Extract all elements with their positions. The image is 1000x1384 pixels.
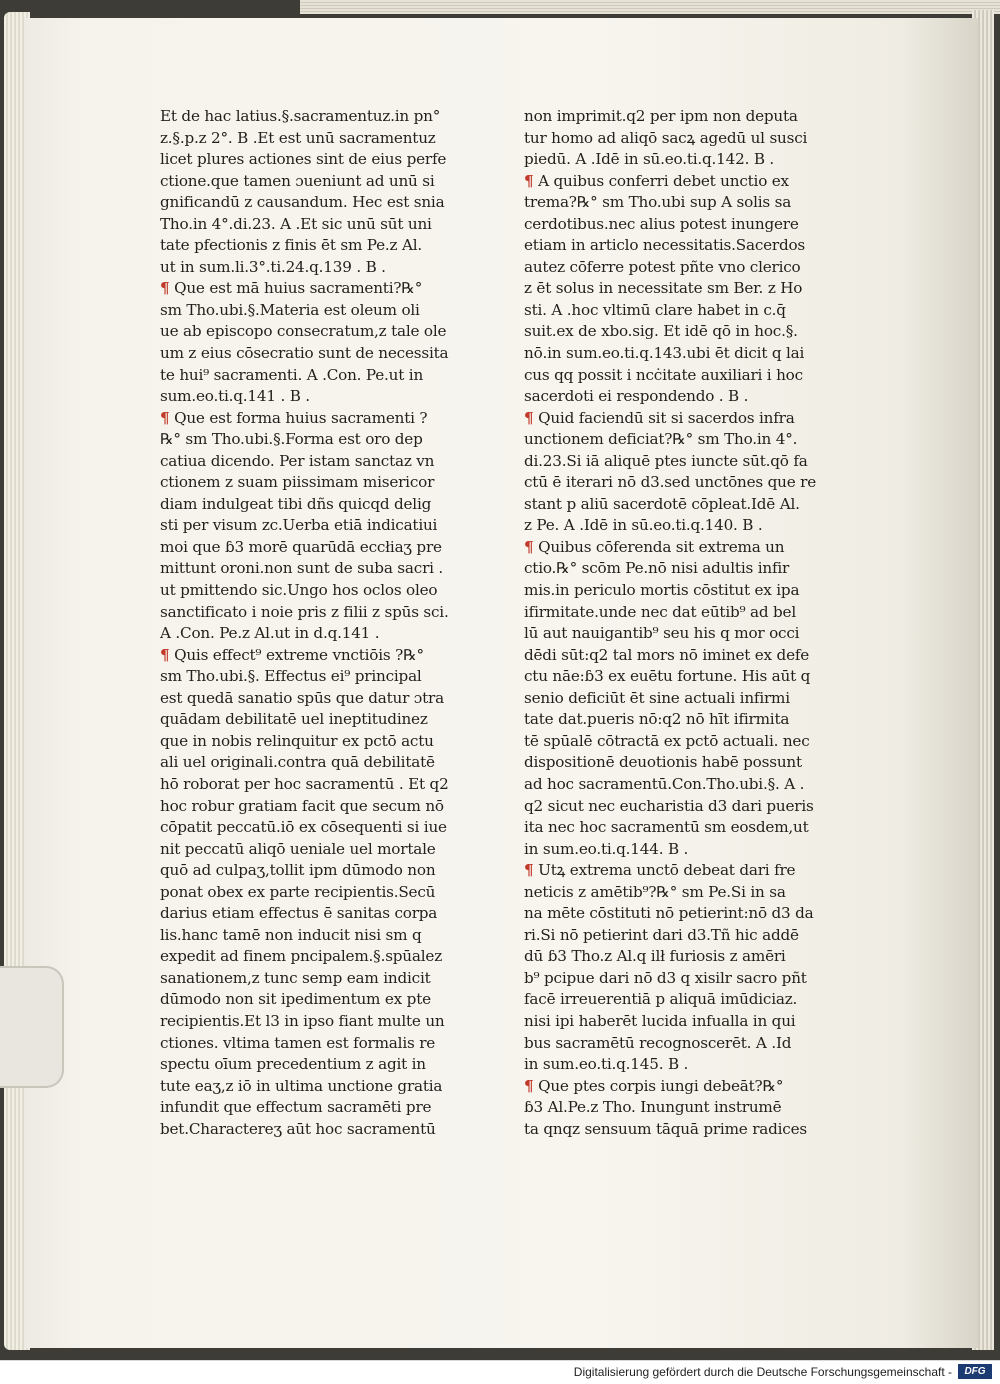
- text-line: ¶ Que est forma huius sacramenti ?: [160, 408, 428, 427]
- text-line: est quedā sanatio spūs que datur ɔtra: [160, 688, 444, 707]
- text-line: na mēte cōstituti nō petierint:nō d3 da: [524, 904, 814, 923]
- text-line: neticis z amētib⁹?℞° sm Pe.Si in sa: [524, 882, 786, 901]
- text-line: senio deficiūt ēt sine actuali infirmi: [524, 688, 790, 707]
- text-line: ɓ3 Al.Pe.z Tho. Inungunt instrumē: [524, 1098, 782, 1117]
- text-line: z.§.p.z 2°. B .Et est unū sacramentuz: [160, 128, 436, 147]
- text-line: ut in sum.li.3°.ti.24.q.139 . B .: [160, 257, 386, 276]
- text-line: cōpatit peccatū.iō ex cōsequenti si iue: [160, 818, 447, 837]
- text-line: tē spūalē cōtractā ex pctō actuali. nec: [524, 731, 810, 750]
- rubric-pilcrow: ¶: [160, 645, 170, 664]
- text-line: mis.in periculo mortis cōstitut ex ipa: [524, 581, 800, 600]
- text-line: expedit ad finem pncipalem.§.spūalez: [160, 947, 442, 966]
- text-line: trema?℞° sm Tho.ubi sup A solis sa: [524, 193, 792, 212]
- rubric-pilcrow: ¶: [524, 171, 534, 190]
- text-line: ¶ Quibus cōferenda sit extrema un: [524, 537, 785, 556]
- text-line: piedū. A .Idē in sū.eo.ti.q.142. B .: [524, 150, 775, 169]
- page-clip: [0, 966, 64, 1088]
- text-line: ut pmittendo sic.Ungo hos oclos oleo: [160, 581, 438, 600]
- book-top-edges: [300, 0, 1000, 14]
- text-line: autez cōferre potest pñte vno clerico: [524, 257, 801, 276]
- text-line: ctu nāe:ɓ3 ex euētu fortune. His aūt q: [524, 667, 811, 686]
- text-line: bus sacramētū recognoscerēt. A .Id: [524, 1033, 792, 1052]
- text-line: ta qnqz sensuum tāquā prime radices: [524, 1119, 807, 1138]
- text-line: sum.eo.ti.q.141 . B .: [160, 387, 310, 406]
- text-line: ctiones. vltima tamen est formalis re: [160, 1033, 436, 1052]
- text-line: nō.in sum.eo.ti.q.143.ubi ēt dicit q lai: [524, 344, 805, 363]
- text-line: z Pe. A .Idē in sū.eo.ti.q.140. B .: [524, 516, 763, 535]
- text-line: nisi ipi haberēt lucida infualla in qui: [524, 1011, 796, 1030]
- text-line: tute eaʒ,z iō in ultima unctione gratia: [160, 1076, 443, 1095]
- text-line: dēdi sūt:q2 tal mors nō iminet ex defe: [524, 645, 810, 664]
- text-line: ¶ Quid faciendū sit si sacerdos infra: [524, 408, 795, 427]
- text-line: ita nec hoc sacramentū sm eosdem,ut: [524, 818, 809, 837]
- text-line: Et de hac latius.§.sacramentuz.in pn°: [160, 107, 441, 125]
- text-line: non imprimit.q2 per ipm non deputa: [524, 107, 798, 125]
- text-line: ¶ Que ptes corpis iungi debeāt?℞°: [524, 1076, 784, 1095]
- text-line: Tho.in 4°.di.23. A .Et sic unū sūt uni: [160, 214, 432, 233]
- text-line: ctio.℞° scōm Pe.nō nisi adultis infir: [524, 559, 790, 578]
- text-line: um z eius cōsecratio sunt de necessita: [160, 344, 449, 363]
- text-line: ¶ Que est mā huius sacramenti?℞°: [160, 279, 423, 298]
- left-text-column: [160, 106, 510, 1140]
- text-line: te hui⁹ sacramenti. A .Con. Pe.ut in: [160, 365, 424, 384]
- text-line: infundit que effectum sacramēti pre: [160, 1098, 432, 1117]
- text-line: stant p aliū sacerdotē cōpleat.Idē Al.: [524, 494, 800, 513]
- text-line: ad hoc sacramentū.Con.Tho.ubi.§. A .: [524, 774, 805, 793]
- text-line: in sum.eo.ti.q.145. B .: [524, 1055, 689, 1074]
- text-line: ¶ Utꝝ extrema unctō debeat dari fre: [524, 861, 796, 880]
- rubric-pilcrow: ¶: [160, 279, 170, 298]
- text-line: gnificandū z causandum. Hec est snia: [160, 193, 445, 212]
- text-line: tate dat.pueris nō:q2 nō hīt ifirmita: [524, 710, 790, 729]
- text-line: b⁹ pcipue dari nō d3 q xisilr sacro pñt: [524, 968, 807, 987]
- text-line: sanctificato i noie pris z filii z spūs sci.: [160, 602, 449, 621]
- text-line: recipientis.Et l3 in ipso fiant multe un: [160, 1011, 445, 1030]
- text-line: ¶ Quis effect⁹ extreme vnctiōis ?℞°: [160, 645, 424, 664]
- text-line: unctionem deficiat?℞° sm Tho.in 4°.: [524, 430, 798, 449]
- text-line: sm Tho.ubi.§.Materia est oleum oli: [160, 300, 420, 319]
- text-line: darius etiam effectus ē sanitas corpa: [160, 904, 438, 923]
- text-line: mittunt oroni.non sunt de suba sacri .: [160, 559, 444, 578]
- right-text-column: [524, 106, 874, 1140]
- text-line: hō roborat per hoc sacramentū . Et q2: [160, 774, 449, 793]
- text-line: facē irreuerentiā p aliquā imūdiciaz.: [524, 990, 798, 1009]
- text-line: z ēt solus in necessitate sm Ber. z Ho: [524, 279, 803, 298]
- footer-credit: Digitalisierung gefördert durch die Deutsche Forschungsgemeinschaft -: [573, 1365, 952, 1379]
- text-line: tate pfectionis z finis ēt sm Pe.z Al.: [160, 236, 423, 255]
- text-line: nit peccatū aliqō ueniale uel mortale: [160, 839, 436, 858]
- text-line: catiua dicendo. Per istam sanctaz vn: [160, 451, 435, 470]
- text-line: A .Con. Pe.z Al.ut in d.q.141 .: [160, 624, 380, 643]
- rubric-pilcrow: ¶: [160, 408, 170, 427]
- text-line: ctū ē iterari nō d3.sed unctōnes que re: [524, 473, 817, 492]
- dfg-logo: DFG: [958, 1364, 992, 1379]
- text-line: ue ab episcopo consecratum,z tale ole: [160, 322, 447, 341]
- text-line: sti per visum zc.Uerba etiā indicatiui: [160, 516, 438, 535]
- text-line: moi que ɓ3 morē quarūdā eccłiaʒ pre: [160, 537, 442, 556]
- text-line: ℞° sm Tho.ubi.§.Forma est oro dep: [160, 430, 423, 449]
- text-line: ctione.que tamen ɔueniunt ad unū si: [160, 171, 435, 190]
- text-line: spectu oīum precedentium z agit in: [160, 1055, 426, 1074]
- text-line: dispositionē deuotionis habē possunt: [524, 753, 802, 772]
- text-line: hoc robur gratiam facit que secum nō: [160, 796, 444, 815]
- text-line: ponat obex ex parte recipientis.Secū: [160, 882, 436, 901]
- text-line: in sum.eo.ti.q.144. B .: [524, 839, 689, 858]
- text-line: sm Tho.ubi.§. Effectus ei⁹ principal: [160, 667, 422, 686]
- text-line: sacerdoti ei respondendo . B .: [524, 387, 749, 406]
- text-line: ri.Si nō petierint dari d3.Tñ hic addē: [524, 925, 799, 944]
- text-line: lis.hanc tamē non inducit nisi sm q: [160, 925, 422, 944]
- text-line: ali uel originali.contra quā debilitatē: [160, 753, 435, 772]
- text-line: dūmodo non sit ipedimentum ex pte: [160, 990, 431, 1009]
- text-line: dū ɓ3 Tho.z Al.q ilł furiosis z amēri: [524, 947, 786, 966]
- text-line: ifirmitate.unde nec dat eūtib⁹ ad bel: [524, 602, 796, 621]
- text-line: que in nobis relinquitur ex pctō actu: [160, 731, 434, 750]
- text-line: suit.ex de xbo.sig. Et idē qō in hoc.§.: [524, 322, 798, 341]
- text-line: sanationem,z tunc semp eam indicit: [160, 968, 431, 987]
- rubric-pilcrow: ¶: [524, 861, 534, 880]
- text-line: lū aut nauigantib⁹ seu his q mor occi: [524, 624, 800, 643]
- text-line: ctionem z suam piissimam misericor: [160, 473, 435, 492]
- rubric-pilcrow: ¶: [524, 1076, 534, 1095]
- text-line: ¶ A quibus conferri debet unctio ex: [524, 171, 789, 190]
- text-line: tur homo ad aliqō sacꝝ agedū ul susci: [524, 128, 808, 147]
- text-line: cus qq possit i ncċitate auxiliari i hoc: [524, 365, 803, 384]
- text-line: quō ad culpaʒ,tollit ipm dūmodo non: [160, 861, 436, 880]
- rubric-pilcrow: ¶: [524, 408, 534, 427]
- text-line: q2 sicut nec eucharistia d3 dari pueris: [524, 796, 814, 815]
- text-line: sti. A .hoc vltimū clare habet in c.q̄: [524, 300, 786, 319]
- text-line: licet plures actiones sint de eius perfe: [160, 150, 447, 169]
- rubric-pilcrow: ¶: [524, 537, 534, 556]
- text-line: diam indulgeat tibi dñs quicqd delig: [160, 494, 432, 513]
- text-line: cerdotibus.nec alius potest inungere: [524, 214, 799, 233]
- text-line: bet.Charactereʒ aūt hoc sacramentū: [160, 1119, 436, 1138]
- text-line: quādam debilitatē uel ineptitudinez: [160, 710, 428, 729]
- text-line: etiam in articlo necessitatis.Sacerdos: [524, 236, 806, 255]
- text-line: di.23.Si iā aliquē ptes iuncte sūt.qō fa: [524, 451, 808, 470]
